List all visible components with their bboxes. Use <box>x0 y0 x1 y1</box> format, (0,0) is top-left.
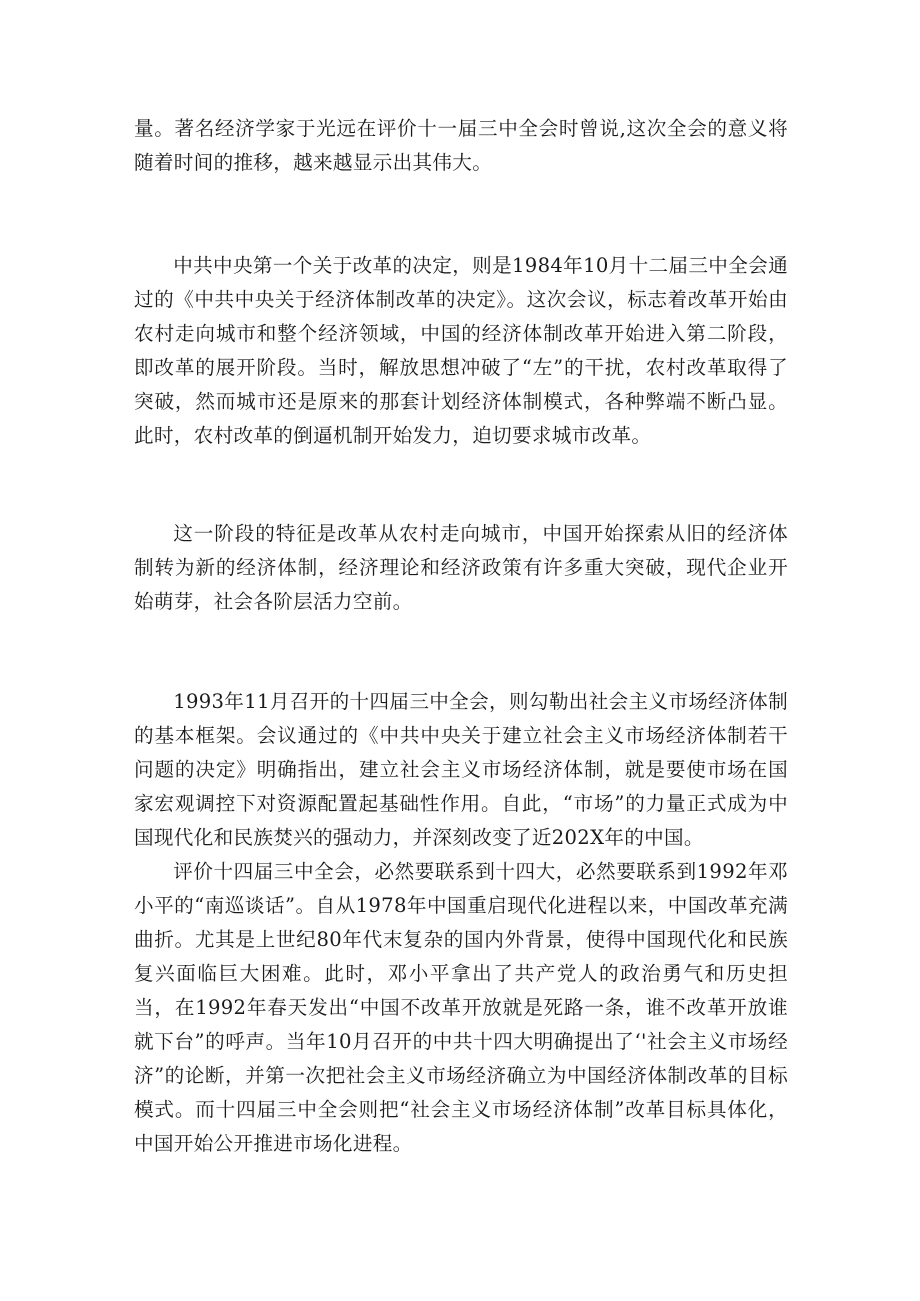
paragraph-stage-characteristics: 这一阶段的特征是改革从农村走向城市，中国开始探索从旧的经济体制转为新的经济体制，经济理论和经济政策有许多重大突破，现代企业开始萌芽，社会各阶层活力空前。 <box>134 522 788 613</box>
paragraph-fourteenth-plenum-evaluation: 评价十四届三中全会，必然要联系到十四大，必然要联系到1992年邓小平的“南巡谈话”。自从1978年中国重启现代化进程以来，中国改革充满曲折。尤其是上世纪80年代末复杂的国内外背景，使得中国现代化和民族复兴面临巨大困难。此时，邓小平拿出了共产党人的政治勇气和历史担当，在1992年春天发出“中国不改革开放就是死路一条，谁不改革开放谁就下台”的呼声。当年10月召开的中共十四大明确提出了‘'社会主义市场经济”的论断，并第一次把社会主义市场经济确立为中国经济体制改革的目标模式。而十四届三中全会则把“社会主义市场经济体制”改革目标具体化，中国开始公开推进市场化进程。 <box>134 860 788 1155</box>
paragraph-1984-reform-decision: 中共中央第一个关于改革的决定，则是1984年10月十二届三中全会通过的《中共中央关于经济体制改革的决定》。这次会议，标志着改革开始由农村走向城市和整个经济领域，中国的经济体制改革开始进入第二阶段，即改革的展开阶段。当时，解放思想冲破了“左”的干扰，农村改革取得了突破，然而城市还是原来的那套计划经济体制模式，各种弊端不断凸显。此时，农村改革的倒逼机制开始发力，迫切要求城市改革。 <box>134 254 788 447</box>
paragraph-continued-intro: 量。著名经济学家于光远在评价十一届三中全会时曾说,这次全会的意义将随着时间的推移，越来越显示出其伟大。 <box>134 117 788 174</box>
paragraph-1993-market-economy: 1993年11月召开的十四届三中全会，则勾勒出社会主义市场经济体制的基本框架。会议通过的《中共中央关于建立社会主义市场经济体制若干问题的决定》明确指出，建立社会主义市场经济体制，就是要使市场在国家宏观调控下对资源配置起基础性作用。自此，“市场”的力量正式成为中国现代化和民族焚兴的强动力，并深刻改变了近202X年的中国。 <box>134 690 788 849</box>
